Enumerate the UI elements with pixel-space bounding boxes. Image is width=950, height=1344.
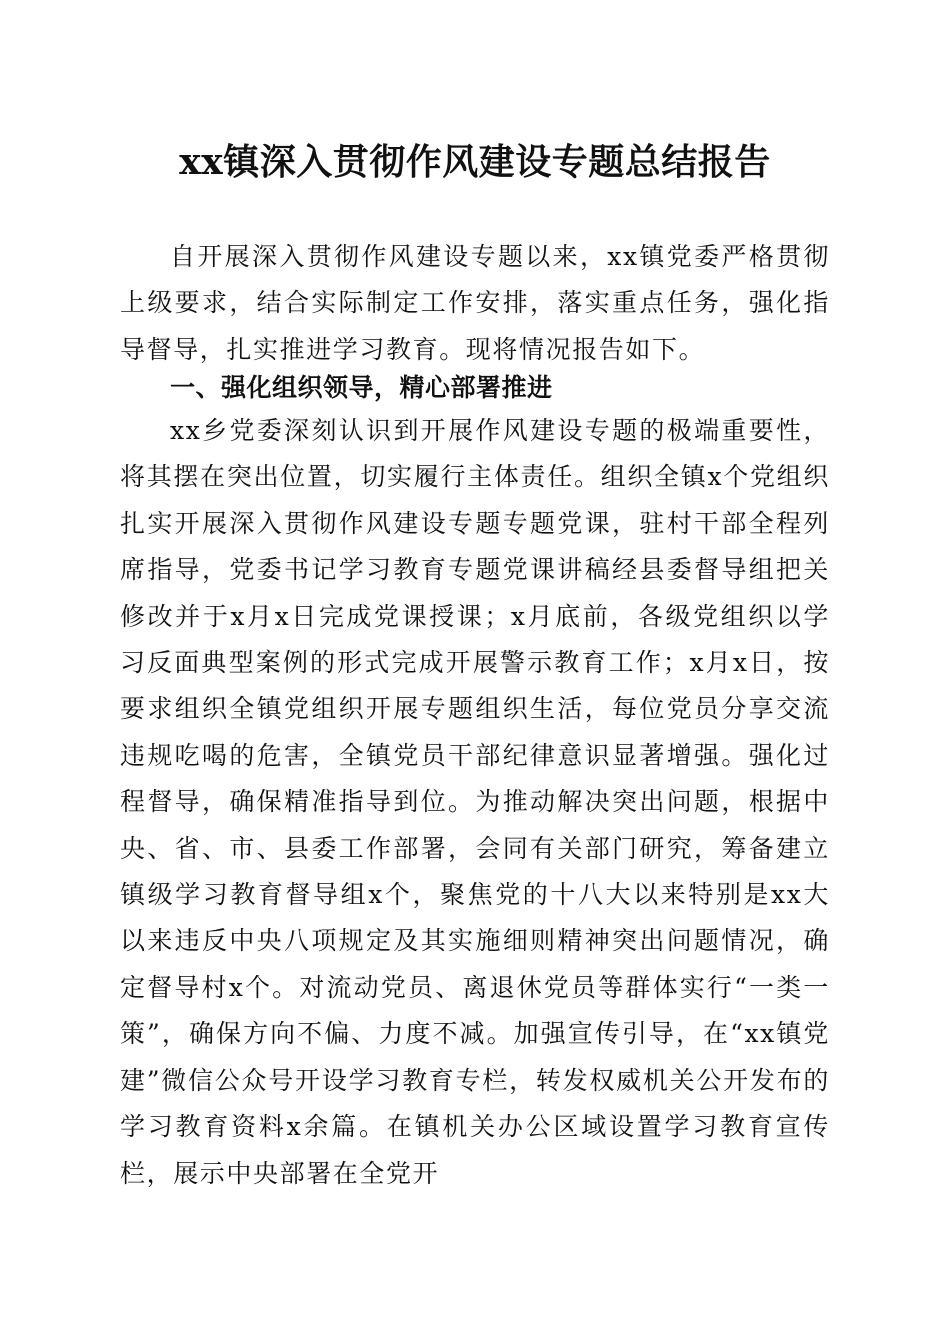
section-1-paragraph: xx乡党委深刻认识到开展作风建设专题的极端重要性，将其摆在突出位置，切实履行主体责任。组织全镇x个党组织扎实开展深入贯彻作风建设专题专题党课，驻村干部全程列席指导，党委书记学习教育专题党课讲稿经县委督导组把关修改并于x月x日完成党课授课；x月底前，各级党组织以学习反面典型案例的形式完成开展警示教育工作；x月x日，按要求组织全镇党组织开展专题组织生活，每位党员分享交流违规吃喝的危害，全镇党员干部纪律意识显著增强。强化过程督导，确保精准指导到位。为推动解决突出问题，根据中央、省、市、县委工作部署，会同有关部门研究，筹备建立镇级学习教育督导组x个，聚焦党的十八大以来特别是xx大以来违反中央八项规定及其实施细则精神突出问题情况，确定督导村x个。对流动党员、离退休党员等群体实行“一类一策”，确保方向不偏、力度不减。加强宣传引导，在“xx镇党建”微信公众号开设学习教育专栏，转发权威机关公开发布的学习教育资料x余篇。在镇机关办公区域设置学习教育宣传栏，展示中央部署在全党开 [120, 416, 830, 1188]
intro-paragraph: 自开展深入贯彻作风建设专题以来，xx镇党委严格贯彻上级要求，结合实际制定工作安排，落实重点任务，强化指导督导，扎实推进学习教育。现将情况报告如下。 [120, 242, 830, 364]
section-1-heading: 一、强化组织领导，精心部署推进 [170, 373, 553, 402]
document-title: xx镇深入贯彻作风建设专题总结报告 [179, 141, 771, 183]
